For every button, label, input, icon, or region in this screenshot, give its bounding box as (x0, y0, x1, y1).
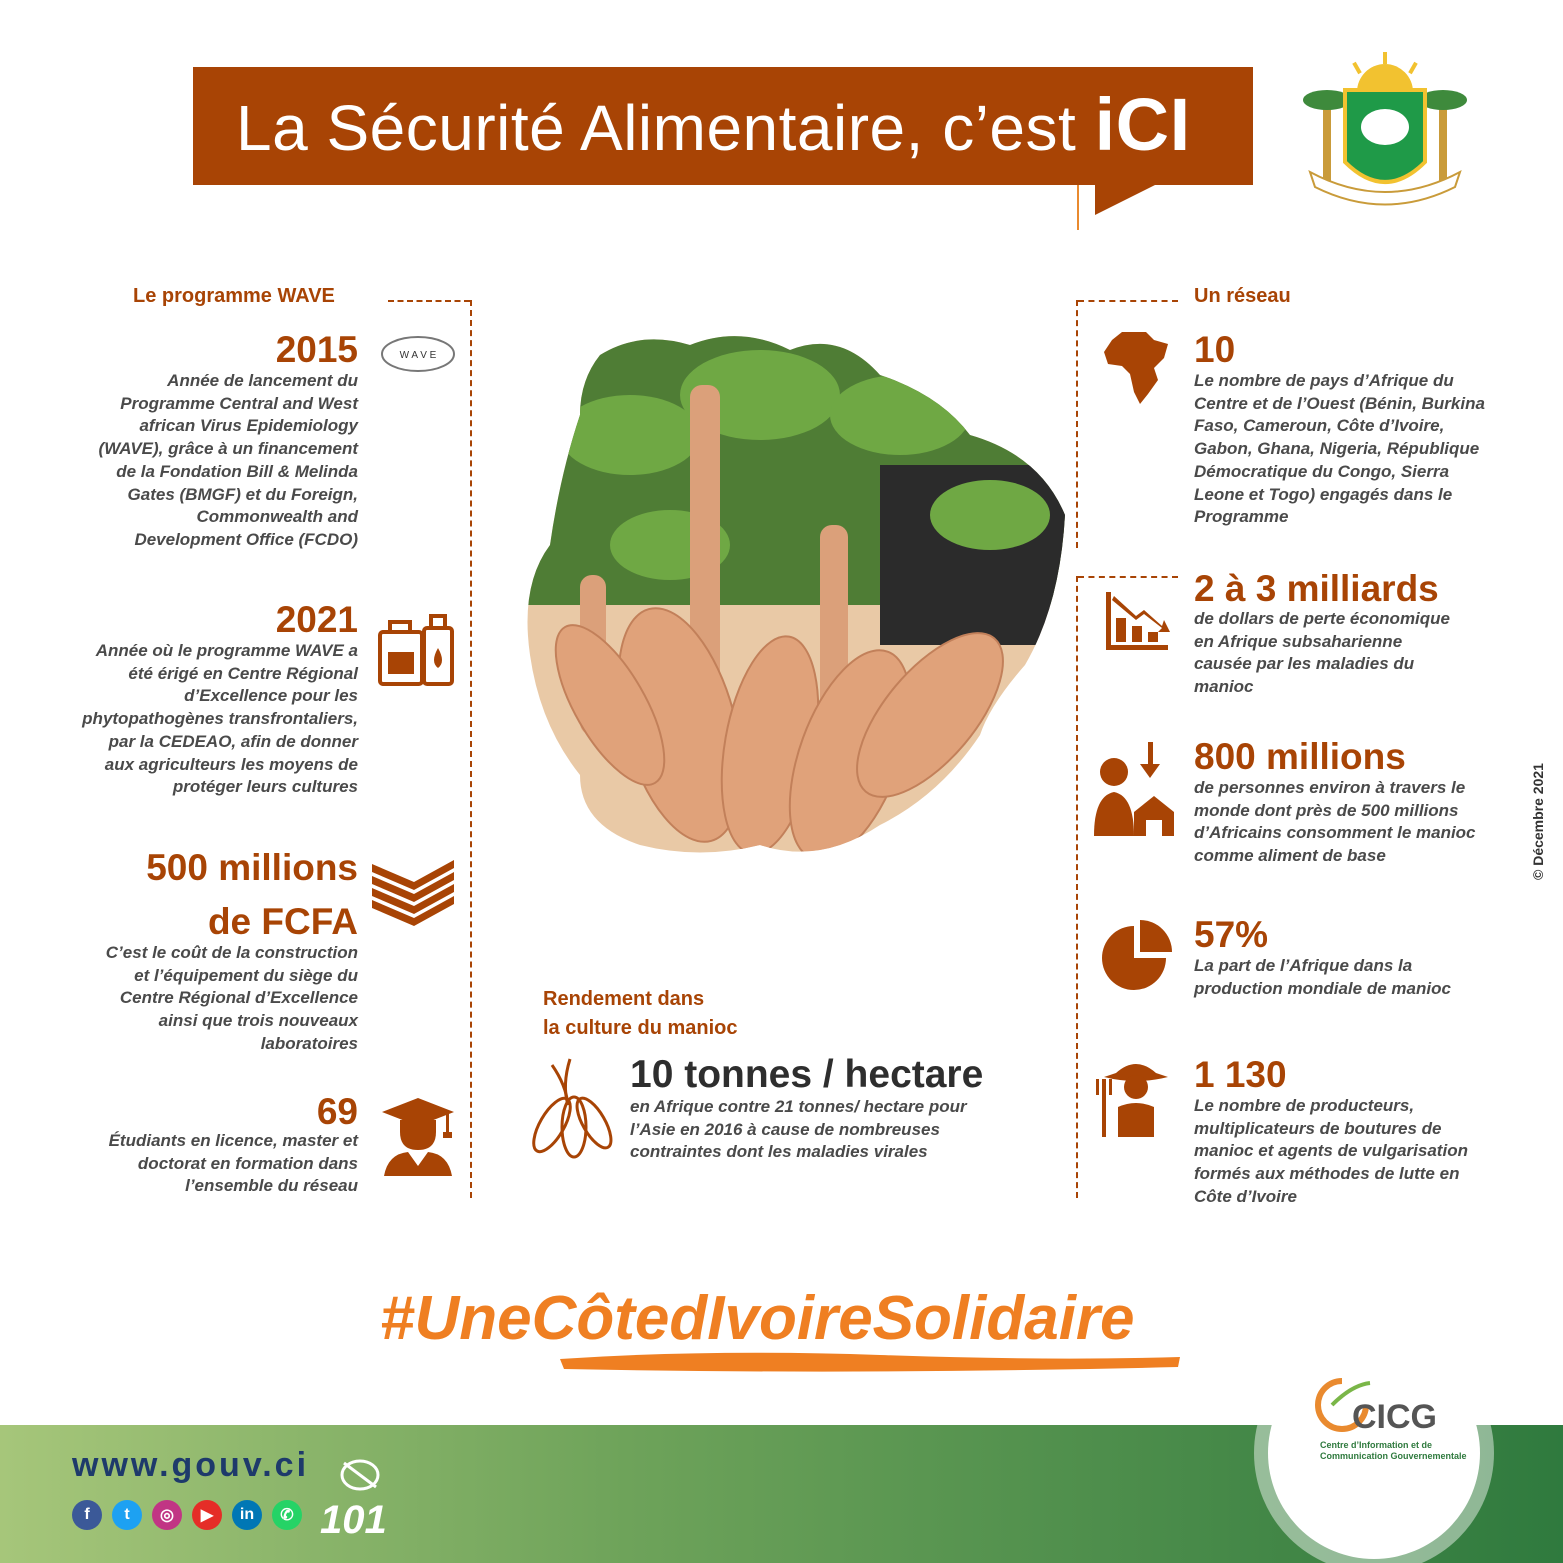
cicg-subtitle (1320, 1440, 1467, 1462)
desc-line: de la Fondation Bill & Melinda (116, 461, 358, 481)
desc-line: Programme (1194, 507, 1289, 527)
desc-line: Le nombre de pays d’Afrique du (1194, 371, 1454, 390)
youtube-icon[interactable]: ▶ (192, 1500, 222, 1530)
linkedin-icon[interactable]: in (232, 1500, 262, 1530)
desc-line: multiplicateurs de boutures de (1194, 1118, 1442, 1138)
stat-57-percent: 57% (1194, 914, 1269, 955)
brush-underline (560, 1345, 1180, 1375)
instagram-icon[interactable]: ◎ (152, 1500, 182, 1530)
desc-line: de dollars de perte économique (1194, 609, 1451, 628)
right-vertical-divider-bottom (1076, 576, 1078, 1198)
right-divider (1078, 300, 1178, 302)
desc-line: contraintes dont les maladies virales (630, 1142, 928, 1162)
phone-wave-icon (330, 1455, 390, 1495)
stat-69: 69 (316, 1091, 358, 1132)
desc-line: La part de l’Afrique dans la (1194, 956, 1413, 975)
stat-line: de FCFA (207, 901, 358, 942)
stat-10-tonnes: 10 tonnes / hectare (630, 1053, 984, 1096)
desc-800-millions (1194, 777, 1544, 868)
desc-line: Côte d’Ivoire (1194, 1186, 1297, 1206)
cicg-subtitle-line: Communication Gouvernementale (1320, 1451, 1467, 1461)
desc-line: (WAVE), grâce à un financement (98, 439, 358, 459)
social-links (72, 1500, 302, 1530)
desc-line: en Afrique subsaharienne (1194, 631, 1403, 651)
desc-2021 (20, 640, 358, 799)
decline-chart-icon (1102, 588, 1172, 652)
stat-line: 500 millions (146, 847, 358, 888)
stat-500-millions (60, 848, 358, 942)
pie-chart-icon (1100, 920, 1174, 990)
stat-10: 10 (1194, 329, 1236, 370)
short-number: 101 (320, 1498, 387, 1542)
desc-500-millions (40, 942, 358, 1056)
coat-of-arms-icon (1295, 52, 1475, 212)
desc-line: manioc (1194, 677, 1254, 697)
facebook-icon[interactable]: f (72, 1500, 102, 1530)
desc-line: de personnes environ à travers le (1194, 778, 1466, 797)
stat-2021: 2021 (275, 599, 358, 640)
cicg-name: CICG (1352, 1398, 1437, 1436)
desc-line: comme aliment de base (1194, 846, 1386, 866)
desc-line: Année où le programme WAVE a (95, 641, 358, 660)
desc-line: manioc et agents de vulgarisation (1194, 1141, 1468, 1161)
wave-logo-icon (380, 335, 456, 373)
left-divider (388, 300, 470, 302)
desc-line: Démocratique du Congo, Sierra (1194, 461, 1450, 481)
desc-line: l’Asie en 2016 à cause de nombreuses (630, 1119, 940, 1139)
right-divider-2 (1078, 576, 1178, 578)
desc-1130 (1194, 1095, 1544, 1209)
cicg-subtitle-line: Centre d’Information et de (1320, 1440, 1433, 1450)
desc-line: african Virus Epidemiology (139, 416, 358, 436)
page-title: La Sécurité Alimentaire, c’est iCI (236, 83, 1191, 166)
section-title-line: la culture du manioc (543, 1017, 738, 1039)
stat-2-a-3-milliards: 2 à 3 milliards (1194, 568, 1439, 609)
graduate-icon (378, 1096, 458, 1176)
desc-line: Étudiants en licence, master et (108, 1131, 358, 1150)
left-vertical-divider (470, 300, 472, 1198)
stat-2015: 2015 (275, 329, 358, 370)
stat-1130: 1 130 (1194, 1054, 1287, 1095)
desc-line: production mondiale de manioc (1194, 978, 1451, 998)
desc-line: Commonwealth and (196, 507, 358, 527)
desc-line: doctorat en formation dans (137, 1153, 358, 1173)
wave-logo-text: W A V E (399, 350, 437, 361)
stat-800-millions: 800 millions (1194, 736, 1406, 777)
banner-accent-line (1077, 185, 1079, 230)
desc-line: Faso, Cameroun, Côte d’Ivoire, (1194, 416, 1445, 436)
copyright-notice: © Décembre 2021 (1530, 763, 1546, 880)
desc-line: phytopathogènes transfrontaliers, (82, 709, 358, 729)
twitter-icon[interactable]: t (112, 1500, 142, 1530)
desc-2-a-3-milliards (1194, 608, 1544, 699)
desc-line: causée par les maladies du (1194, 654, 1415, 674)
desc-2015 (40, 370, 358, 552)
desc-line: Gates (BMGF) et du Foreign, (127, 484, 358, 504)
desc-10 (1194, 370, 1544, 529)
desc-57-percent (1194, 955, 1544, 1000)
speech-tail (1095, 185, 1155, 215)
lab-containers-icon (376, 608, 456, 688)
desc-line: laboratoires (260, 1033, 358, 1053)
desc-line: Le nombre de producteurs, (1194, 1096, 1415, 1115)
desc-line: monde dont près de 500 millions (1194, 800, 1459, 820)
right-vertical-divider-top (1076, 300, 1078, 548)
desc-line: Development Office (FCDO) (134, 529, 358, 549)
desc-line: protéger leurs cultures (172, 777, 358, 797)
desc-line: été érigé en Centre Régional (128, 663, 358, 683)
desc-line: et l’équipement du siège du (134, 965, 358, 985)
desc-line: d’Excellence pour les (184, 686, 358, 706)
website-link[interactable]: www.gouv.ci (72, 1446, 310, 1484)
desc-line: Année de lancement du (167, 371, 358, 390)
desc-line: l’ensemble du réseau (185, 1176, 358, 1196)
desc-line: Programme Central and West (120, 393, 358, 413)
farmer-icon (1096, 1055, 1176, 1137)
desc-line: Centre et de l’Ouest (Bénin, Burkina (1194, 393, 1485, 413)
right-section-title: Un réseau (1194, 285, 1291, 307)
desc-line: Gabon, Ghana, Nigeria, République (1194, 439, 1480, 459)
desc-line: C’est le coût de la construction (105, 943, 358, 962)
title-emphasis: iCI (1094, 83, 1191, 166)
desc-line: Leone et Togo) engagés dans le (1194, 484, 1453, 504)
desc-line: formés aux méthodes de lutte en (1194, 1164, 1460, 1184)
desc-line: Centre Régional d’Excellence (119, 988, 358, 1008)
desc-line: ainsi que trois nouveaux (158, 1011, 358, 1031)
left-section-title: Le programme WAVE (133, 285, 335, 307)
money-stack-icon (370, 860, 456, 930)
cassava-photo (520, 325, 1065, 865)
desc-line: en Afrique contre 21 tonnes/ hectare pour (630, 1097, 967, 1116)
whatsapp-icon[interactable]: ✆ (272, 1500, 302, 1530)
center-section-title (543, 985, 737, 1043)
desc-line: d’Africains consomment le manioc (1194, 823, 1476, 843)
section-title-line: Rendement dans (543, 988, 705, 1010)
africa-map-icon (1102, 330, 1172, 406)
desc-line: aux agriculteurs les moyens de (104, 754, 358, 774)
desc-10-tonnes (630, 1096, 1050, 1164)
hashtag-text: #UneCôtedIvoireSolidaire (380, 1284, 1135, 1353)
cassava-roots-icon (522, 1055, 614, 1159)
desc-line: par la CEDEAO, afin de donner (108, 731, 358, 751)
consumer-farm-icon (1090, 740, 1174, 836)
desc-69 (40, 1130, 358, 1198)
